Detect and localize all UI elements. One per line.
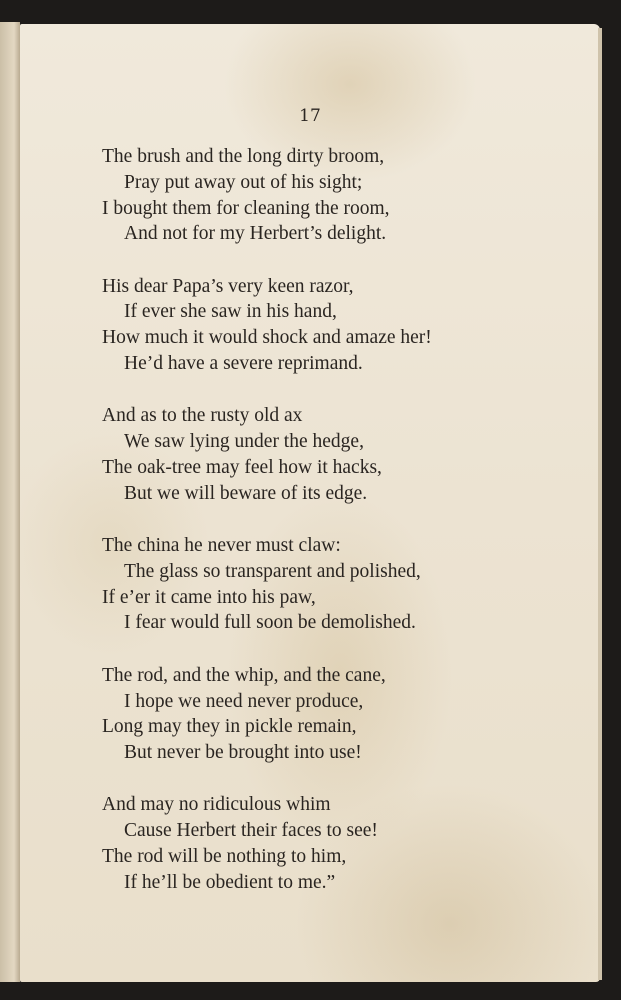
poem-line: Cause Herbert their faces to see!	[124, 820, 378, 842]
poem-line: But never be brought into use!	[124, 742, 362, 764]
poem-line: The brush and the long dirty broom,	[102, 146, 385, 167]
poem-line: The glass so transparent and polished,	[124, 560, 421, 582]
poem-line: We saw lying under the hedge,	[124, 431, 364, 453]
poem-line: I fear would full soon be demolished.	[124, 612, 416, 634]
poem-line: And as to the rusty old ax	[102, 405, 303, 427]
poem-line: The rod, and the whip, and the cane,	[102, 664, 386, 686]
stanza-2	[102, 274, 582, 377]
page-number: 17	[299, 106, 321, 126]
poem-line: I hope we need never produce,	[124, 690, 364, 712]
poem-line: How much it would shock and amaze her!	[102, 327, 432, 349]
stanza-1	[102, 144, 582, 247]
poem-line: And not for my Herbert’s delight.	[124, 223, 387, 245]
poem-line: Pray put away out of his sight;	[124, 171, 363, 193]
stanza-6	[102, 792, 582, 895]
stanza-5	[102, 663, 582, 766]
book-page	[20, 24, 600, 982]
poem-line: The oak-tree may feel how it hacks,	[102, 456, 382, 478]
facing-page-edge	[0, 22, 20, 982]
page-edge	[598, 28, 602, 980]
poem-line: The rod will be nothing to him,	[102, 846, 347, 868]
poem-line: If he’ll be obedient to me.”	[124, 871, 336, 893]
poem-line: I bought them for cleaning the room,	[102, 197, 390, 219]
poem-line: But we will beware of its edge.	[124, 482, 368, 504]
poem-line: Long may they in pickle remain,	[102, 716, 357, 738]
poem-line: The china he never must claw:	[102, 535, 341, 557]
stanza-4	[102, 533, 582, 636]
poem-line: If ever she saw in his hand,	[124, 301, 337, 323]
stanza-3	[102, 403, 582, 506]
poem	[102, 144, 582, 922]
poem-line: And may no ridiculous whim	[102, 794, 331, 816]
poem-line: His dear Papa’s very keen razor,	[102, 275, 354, 297]
poem-line: He’d have a severe reprimand.	[124, 353, 363, 375]
poem-line: If e’er it came into his paw,	[102, 586, 316, 608]
